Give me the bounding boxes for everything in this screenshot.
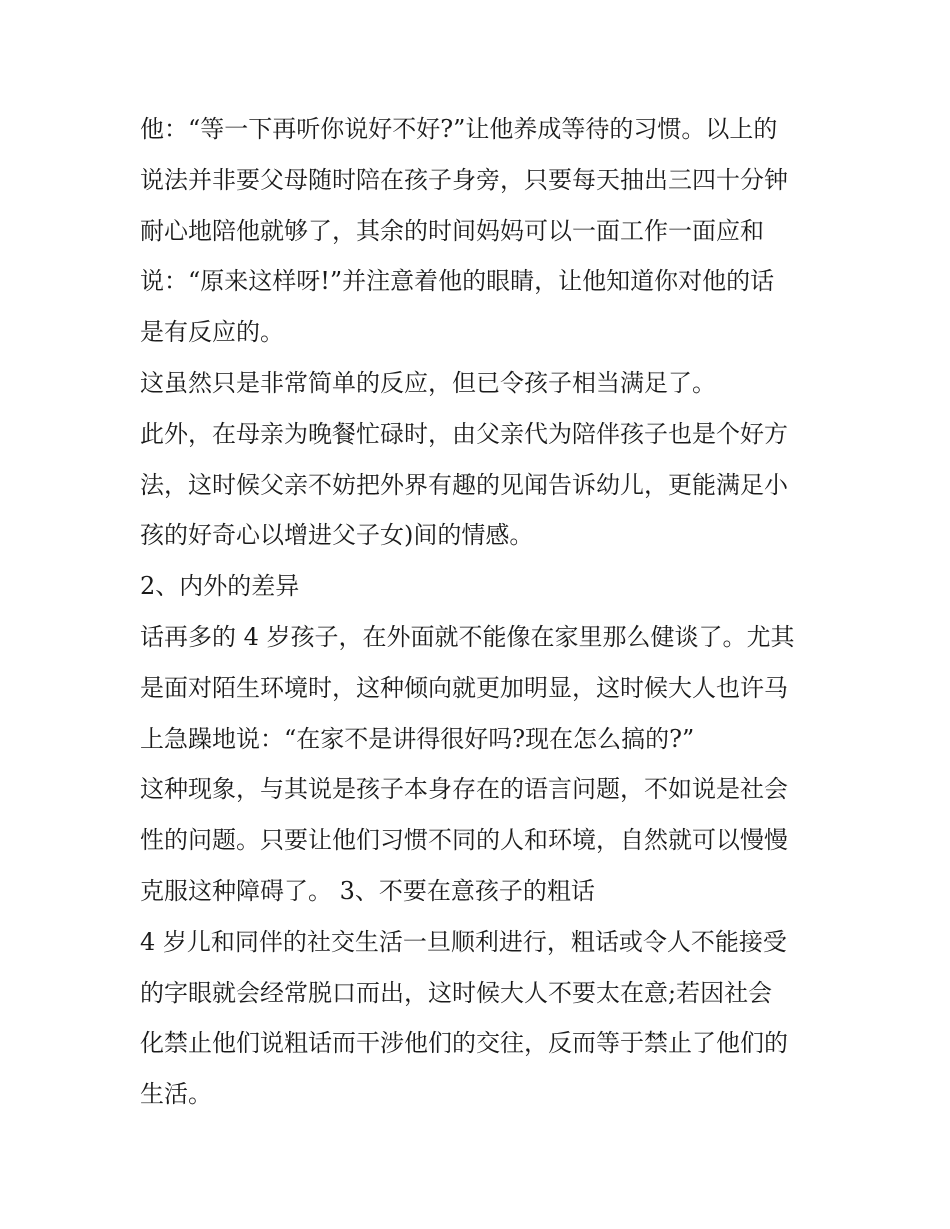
body-text — [140, 104, 830, 1120]
text-line: 的字眼就会经常脱口而出，这时候大人不要太在意;若因社会 — [140, 978, 773, 1007]
text-line: 这虽然只是非常简单的反应，但已令孩子相当满足了。 — [140, 368, 716, 397]
text-line: 此外，在母亲为晚餐忙碌时，由父亲代为陪伴孩子也是个好方 — [140, 419, 788, 448]
text-line: 是有反应的。 — [140, 318, 284, 347]
text-line: 法，这时候父亲不妨把外界有趣的见闻告诉幼儿，更能满足小 — [140, 470, 788, 499]
section-heading: 2、内外的差异 — [140, 572, 300, 601]
text-line: 化禁止他们说粗话而干涉他们的交往，反而等于禁止了他们的 — [140, 1029, 788, 1058]
text-line: 说法并非要父母随时陪在孩子身旁，只要每天抽出三四十分钟 — [140, 165, 788, 194]
text-line: 说：“原来这样呀!”并注意着他的眼睛，让他知道你对他的话 — [140, 267, 775, 296]
text-line: 克服这种障碍了。 3、不要在意孩子的粗话 — [140, 876, 595, 905]
text-line: 话再多的 4 岁孩子，在外面就不能像在家里那么健谈了。尤其 — [140, 622, 795, 651]
text-line: 生活。 — [140, 1080, 212, 1109]
text-line: 上急躁地说：“在家不是讲得很好吗?现在怎么搞的?” — [140, 724, 695, 753]
text-line: 孩的好奇心以增进父子女)间的情感。 — [140, 521, 534, 550]
text-line: 性的问题。只要让他们习惯不同的人和环境，自然就可以慢慢 — [140, 826, 788, 855]
text-line: 是面对陌生环境时，这种倾向就更加明显，这时候大人也许马 — [140, 673, 788, 702]
text-line: 这种现象，与其说是孩子本身存在的语言问题，不如说是社会 — [140, 775, 788, 804]
text-line: 耐心地陪他就够了，其余的时间妈妈可以一面工作一面应和 — [140, 216, 764, 245]
text-line: 他：“等一下再听你说好不好?”让他养成等待的习惯。以上的 — [140, 115, 778, 143]
text-line: 4 岁儿和同伴的社交生活一旦顺利进行，粗话或令人不能接受 — [140, 927, 787, 956]
